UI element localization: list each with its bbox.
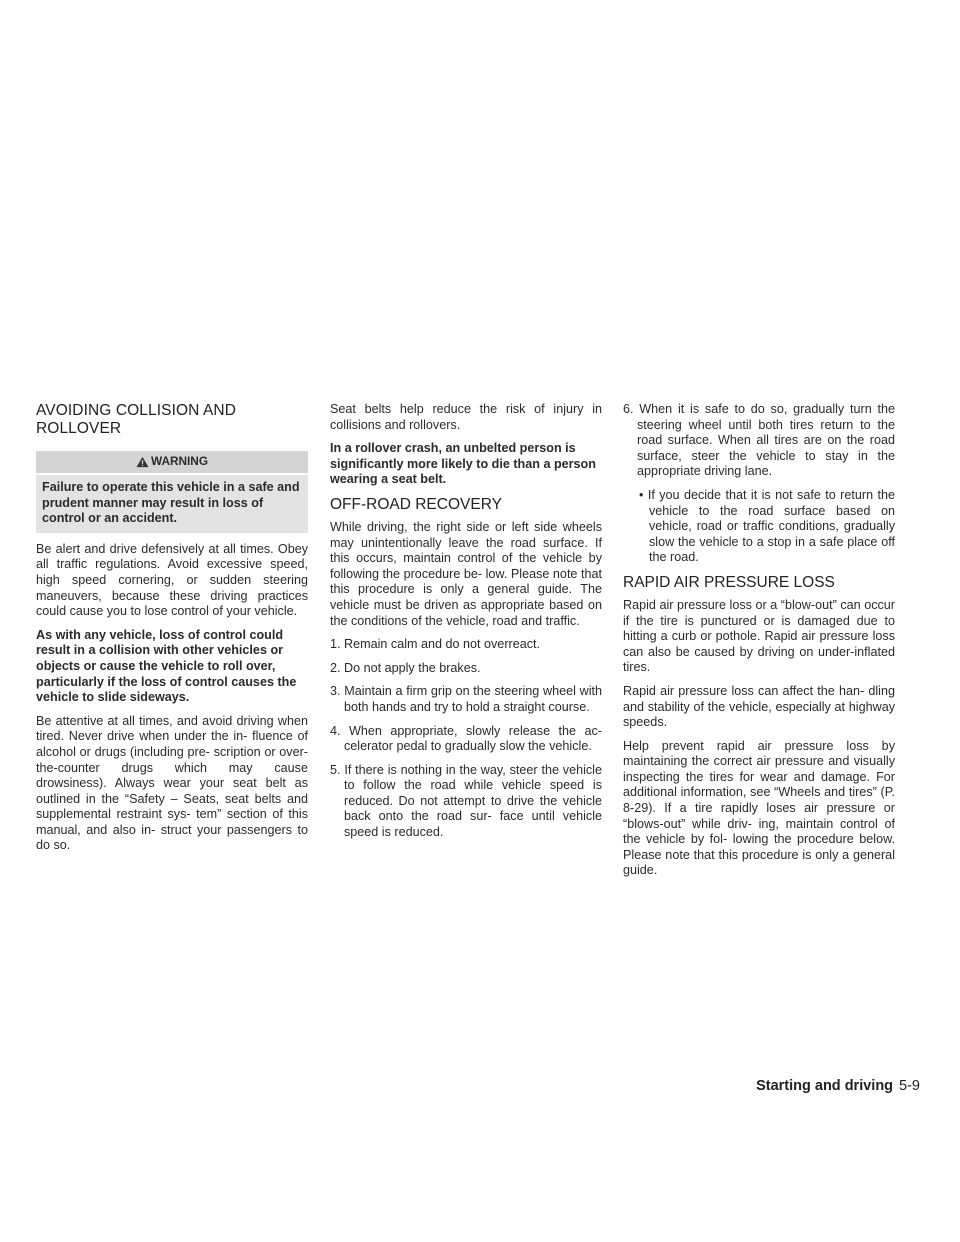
- list-item: 5. If there is nothing in the way, steer the vehicle to follow the road while vehicle speed is reduced. Do not attempt to drive the vehicle back onto the road sur- face until vehicle speed is reduced.: [330, 762, 602, 840]
- paragraph: Seat belts help reduce the risk of injury in collisions and rollovers.: [330, 402, 602, 432]
- list-item: 2. Do not apply the brakes.: [330, 660, 481, 675]
- heading-line-2: ROLLOVER: [36, 420, 122, 437]
- column-1: [36, 402, 308, 862]
- paragraph: While driving, the right side or left side wheels may unintentionally leave the road surface. If this occurs, maintain control of the vehicle by following the procedure be- low. Please note that this procedure is only a general guide. The vehicle must be driven as appropriate based on the conditions of the vehicle, road and traffic.: [330, 519, 602, 628]
- recovery-steps-list: [330, 637, 602, 841]
- section-heading: OFF-ROAD RECOVERY: [330, 495, 502, 513]
- section-heading: RAPID AIR PRESSURE LOSS: [623, 573, 835, 591]
- recovery-steps-list-continued: [623, 402, 895, 480]
- list-item: 6. When it is safe to do so, gradually turn the steering wheel until both tires return to the road surface. When all tires are on the road surface, steer the vehicle to stay in the appropriate driving lane.: [623, 402, 895, 479]
- list-item: 3. Maintain a firm grip on the steering wheel with both hands and try to hold a straight course.: [330, 684, 602, 714]
- bullet-item: • If you decide that it is not safe to return the vehicle to the road surface based on vehicle, road or traffic conditions, gradually slow the vehicle to a stop in a safe place off the road.: [639, 487, 895, 565]
- list-item: 1. Remain calm and do not overreact.: [330, 637, 541, 652]
- list-item: 4. When appropriate, slowly release the ac- celerator pedal to gradually slow the vehicle.: [330, 723, 602, 754]
- column-2: [330, 402, 602, 849]
- paragraph: Rapid air pressure loss can affect the han- dling and stability of the vehicle, especially at highway speeds.: [623, 683, 895, 730]
- bold-paragraph: In a rollover crash, an unbelted person is significantly more likely to die than a person wearing a seat belt.: [330, 441, 596, 487]
- paragraph: Be alert and drive defensively at all times. Obey all traffic regulations. Avoid excessive speed, high speed cornering, or sudden steering maneuvers, because these driving practices could cause you to lose control of your vehicle.: [36, 541, 308, 619]
- page-number: 5-9: [899, 1078, 920, 1094]
- bold-paragraph: As with any vehicle, loss of control could result in a collision with other vehicles or objects or cause the vehicle to roll over, particularly if the loss of control causes the vehicle to slide sideways.: [36, 627, 297, 705]
- paragraph: Help prevent rapid air pressure loss by maintaining the correct air pressure and visually inspecting the tires for wear and damage. For additional information, see “Wheels and tires” (P. 8-29). If a tire rapidly loses air pressure or “blows-out” while driv- ing, maintain control of the vehicle by fol- lowing the procedure below. Please note that this procedure is only a general guide.: [623, 738, 895, 878]
- paragraph: Be attentive at all times, and avoid driving when tired. Never drive when under the in- fluence of alcohol or drugs (including pre- scription or over-the-counter drugs which may cause drowsiness). Always wear your seat belt as outlined in the “Safety – Seats, seat belts and supplemental restraint sys- tem” section of this manual, and also in- struct your passengers to do so.: [36, 713, 308, 853]
- warning-text: Failure to operate this vehicle in a safe and prudent manner may result in loss of control or an accident.: [36, 475, 308, 533]
- warning-icon: [136, 456, 149, 468]
- heading-line-1: AVOIDING COLLISION AND: [36, 402, 237, 419]
- warning-label: WARNING: [150, 454, 208, 469]
- warning-header: [36, 451, 308, 473]
- column-3: [623, 402, 895, 887]
- page-footer: [756, 1078, 920, 1094]
- paragraph: Rapid air pressure loss or a “blow-out” can occur if the tire is punctured or is damaged due to hitting a curb or pothole. Rapid air pressure loss can also be caused by driving on under-inflated tires.: [623, 597, 895, 675]
- footer-section-title: Starting and driving: [756, 1078, 894, 1094]
- section-heading: [36, 402, 308, 438]
